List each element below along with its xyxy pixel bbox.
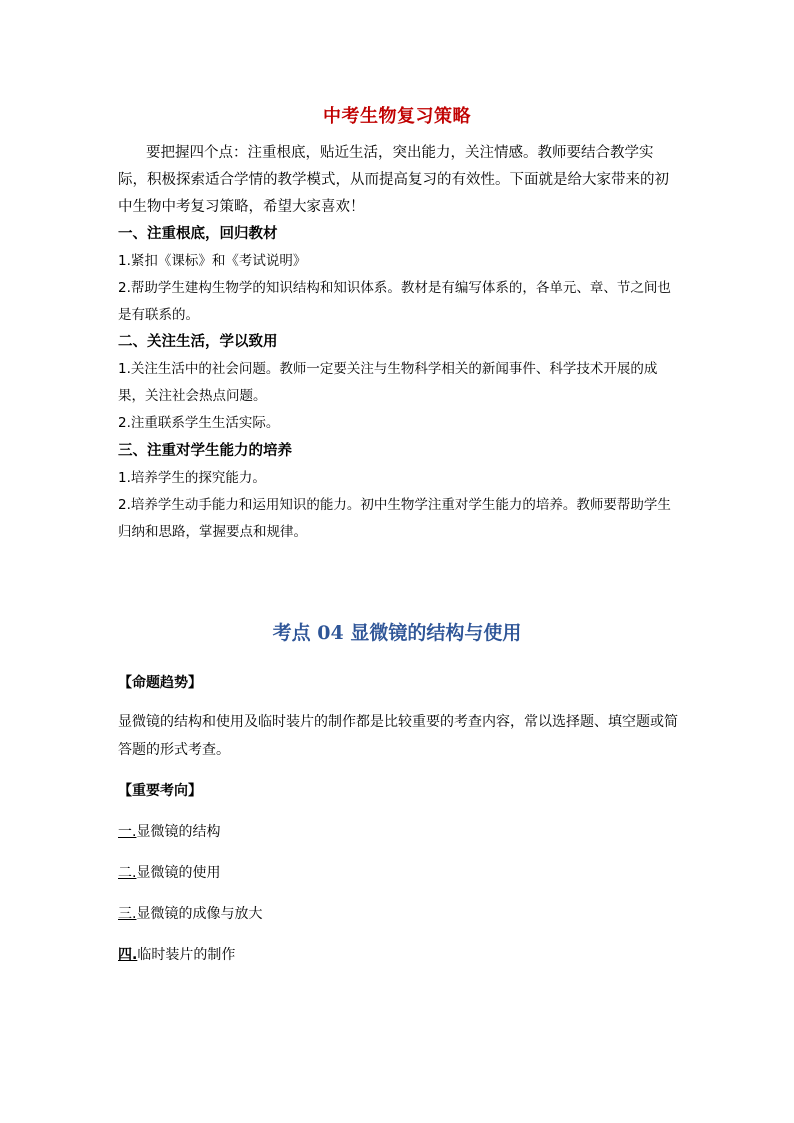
focus-item-number: 二. bbox=[118, 865, 137, 881]
strategy-section-3 bbox=[118, 438, 678, 546]
focus-item bbox=[118, 821, 220, 841]
section-heading: 一、注重根底，回归教材 bbox=[118, 226, 278, 242]
focus-item bbox=[118, 903, 262, 923]
section-item: 2.注重联系学生生活实际。 bbox=[118, 415, 280, 431]
focus-item-number: 三. bbox=[118, 906, 137, 922]
focus-item-number: 一. bbox=[118, 824, 137, 840]
strategy-intro: 要把握四个点：注重根底，贴近生活，突出能力，关注情感。教师要结合教学实际，积极探索适合学情的教学模式，从而提高复习的有效性。下面就是给大家带来的初中生物中考复习策略，希望大家喜欢！ bbox=[118, 145, 669, 215]
section-heading: 三、注重对学生能力的培养 bbox=[118, 443, 292, 459]
strategy-section-2 bbox=[118, 329, 678, 437]
focus-item-text: 显微镜的使用 bbox=[136, 865, 221, 881]
section-item: 1.培养学生的探究能力。 bbox=[118, 470, 266, 486]
focus-item bbox=[118, 862, 220, 882]
focus-item bbox=[118, 944, 235, 964]
section-heading: 二、关注生活，学以致用 bbox=[118, 334, 278, 350]
focus-item-number: 四. bbox=[118, 947, 138, 963]
trend-text: 显微镜的结构和使用及临时装片的制作都是比较重要的考查内容，常以选择题、填空题或简答题的形式考查。 bbox=[118, 714, 678, 758]
focus-label: 【重要考向】 bbox=[118, 783, 202, 799]
kaodian-title: 考点 04 显微镜的结构与使用 bbox=[272, 622, 522, 644]
focus-item-text: 显微镜的成像与放大 bbox=[136, 906, 263, 922]
trend-label: 【命题趋势】 bbox=[118, 675, 202, 691]
section-item: 2.帮助学生建构生物学的知识结构和知识体系。教材是有编写体系的，各单元、章、节之间也是有联系的。 bbox=[118, 280, 671, 323]
section-item: 1.关注生活中的社会问题。教师一定要关注与生物科学相关的新闻事件、科学技术开展的成果，关注社会热点问题。 bbox=[118, 361, 658, 404]
strategy-section-1 bbox=[118, 221, 678, 329]
strategy-title: 中考生物复习策略 bbox=[323, 106, 471, 127]
focus-item-text: 显微镜的结构 bbox=[136, 824, 221, 840]
section-item: 1.紧扣《课标》和《考试说明》 bbox=[118, 253, 307, 269]
focus-item-text: 临时装片的制作 bbox=[137, 947, 236, 963]
section-item: 2.培养学生动手能力和运用知识的能力。初中生物学注重对学生能力的培养。教师要帮助学生归纳和思路，掌握要点和规律。 bbox=[118, 497, 671, 540]
